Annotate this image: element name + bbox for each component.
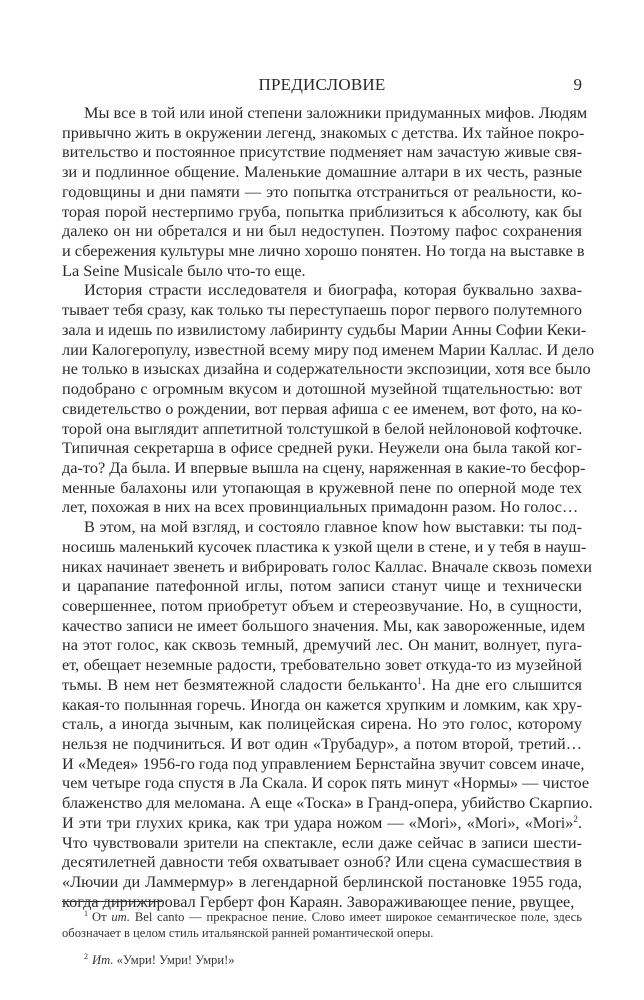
footnotes (62, 906, 582, 968)
text-segment: И эти три глухих крика, как три удара ножом — «Mori», «Mori», «Mori» (62, 812, 574, 832)
paragraph (62, 517, 593, 911)
footnote-text: обозначает в целом стиль итальянской ранней романтической оперы. (62, 926, 434, 940)
footnote-divider (62, 901, 162, 902)
text-line (62, 813, 582, 833)
text-line: зала и идешь по извилистому лабиринту судьбы Марии Анны Софии Кеки- (62, 319, 587, 339)
text-line: сталь, а иногда зычным, как полицейская сирена. Но это голос, которому (62, 714, 582, 734)
text-segment: . На дне его слышится (421, 674, 582, 694)
footnote-number: 1 (84, 909, 88, 918)
text-line: далеко он ни обретался и ни был недоступен. Поэтому пафос сохранения (62, 221, 582, 241)
footnote-number: 2 (84, 952, 88, 961)
text-line: когда дирижировал Герберт фон Караян. Завораживающее пение, рвущее, (62, 891, 575, 911)
paragraph (62, 103, 588, 280)
text-line: вительство и постоянное присутствие подменяет нам зачастую живые свя- (62, 142, 582, 162)
text-line: не только в изысках дизайна и содержательности экспозиции, хотя все было (62, 359, 591, 379)
footnote-text: «Умри! Умри! Умри!» (113, 953, 235, 967)
chapter-title: ПРЕДИСЛОВИЕ (258, 75, 386, 94)
text-line: годовщины и дни памяти — это попытка отстраниться от реальности, ко- (62, 181, 582, 201)
footnote-ref[interactable]: 2 (573, 813, 578, 824)
text-line: Что чувствовали зрители на спектакле, если даже сейчас в записи шести- (62, 832, 582, 852)
text-line: ет, обещает неземные радости, требовательно зовет откуда-то из музейной (62, 655, 582, 675)
text-line: лет, похожая в них на всех провинциальных примадонн разом. Но голос… (62, 497, 579, 517)
text-line: La Seine Musicale было что-то еще. (62, 260, 306, 280)
footnote-ref[interactable]: 1 (417, 675, 422, 686)
footnote-prefix: От (92, 910, 112, 924)
text-line: чем четыре года спустя в Ла Скала. И сорок пять минут «Нормы» — чистое (62, 773, 590, 793)
footnote-abbr: ит. (111, 910, 131, 924)
text-line: подобрано с огромным вкусом и дотошной музейной тщательностью: вот (62, 379, 582, 399)
text-line: «Лючии ди Ламмермур» в легендарной берлинской постановке 1955 года, (62, 872, 582, 892)
text-line: И «Медея» 1956-го года под управлением Бернстайна звучит совсем иначе, (62, 753, 585, 773)
footnote-2 (62, 949, 582, 968)
text-line: Мы все в той или иной степени заложники придуманных мифов. Людям (84, 103, 588, 122)
paragraph (62, 280, 595, 517)
text-line: нельзя не подчиниться. И вот один «Трубадур», а потом второй, третий… (62, 734, 582, 753)
text-line: тывает тебя сразу, как только ты переступаешь порог первого полутемного (62, 300, 582, 320)
text-line: носишь маленький кусочек пластика к узкой щели в стене, и у тебя в науш- (62, 536, 587, 556)
text-line: какая-то полынная горечь. Иногда он кажется хрупким и ломким, как хру- (62, 694, 582, 714)
text-line: лии Калогеропулу, известной всему миру под именем Марии Каллас. И дело (62, 339, 595, 359)
text-line: торой она выглядит аппетитной толстушкой в белой нейлоновой кофточке. (62, 418, 583, 438)
text-line: и сбережения культуры мне лично хорошо понятен. Но тогда на выставке в (62, 241, 585, 261)
text-line: десятилетней давности тебя охватывает озноб? Или сцена сумасшествия в (62, 852, 582, 872)
text-line: свидетельство о рождении, вот первая афиша с ее именем, вот фото, на ко- (62, 398, 582, 418)
footnote-abbr: Ит. (92, 953, 114, 967)
page-number: 9 (573, 75, 582, 94)
text-line: совершеннее, потом приобретут объем и стереозвучание. Но, в сущности, (62, 595, 582, 615)
text-line: Типичная секретарша в офисе средней руки. Неужели она была такой ког- (62, 438, 582, 458)
running-head (62, 75, 582, 97)
text-line: торая порой нестерпимо груба, попытка приблизиться к абсолюту, как бы (62, 201, 582, 221)
text-line: блаженство для меломана. А еще «Тоска» в Гранд-опера, убийство Скарпио. (62, 793, 593, 813)
footnote-text: Bel canto — прекрасное пение. Слово имеет широкое семантическое поле, здесь (130, 910, 582, 924)
text-line: никах начинает звенеть и вибрировать голос Каллас. Вначале сквозь помехи (62, 556, 592, 576)
text-line (62, 675, 582, 695)
text-line: зи и подлинное общение. Маленькие домашние алтари в их честь, разные (62, 162, 582, 182)
text-segment: тьмы. В нем нет безмятежной сладости бельканто (62, 674, 418, 694)
text-line: История страсти исследователя и биографа, которая буквально захва- (84, 280, 582, 300)
text-line: менные балахоны или утопающая в кружевной пене по оперной моде тех (62, 477, 582, 497)
text-line: привычно жить в окружении легенд, знакомых с детства. Их тайное покро- (62, 122, 585, 142)
text-segment: . (577, 812, 582, 832)
text-line: В этом, на мой взгляд, и состояло главное know how выставки: ты под- (84, 517, 582, 537)
text-line: и царапание патефонной иглы, потом записи станут чище и технически (62, 576, 582, 596)
body-text (62, 103, 595, 911)
text-line: качество записи не имеет большого значения. Мы, как завороженные, идем (62, 615, 586, 635)
text-line: да-то? Да была. И впервые вышла на сцену, наряженная в какие-то бесфор- (62, 457, 586, 477)
text-line: на этот голос, как сквозь темный, дремучий лес. Он манит, волнует, пуга- (62, 635, 582, 655)
footnote-1 (62, 906, 582, 941)
